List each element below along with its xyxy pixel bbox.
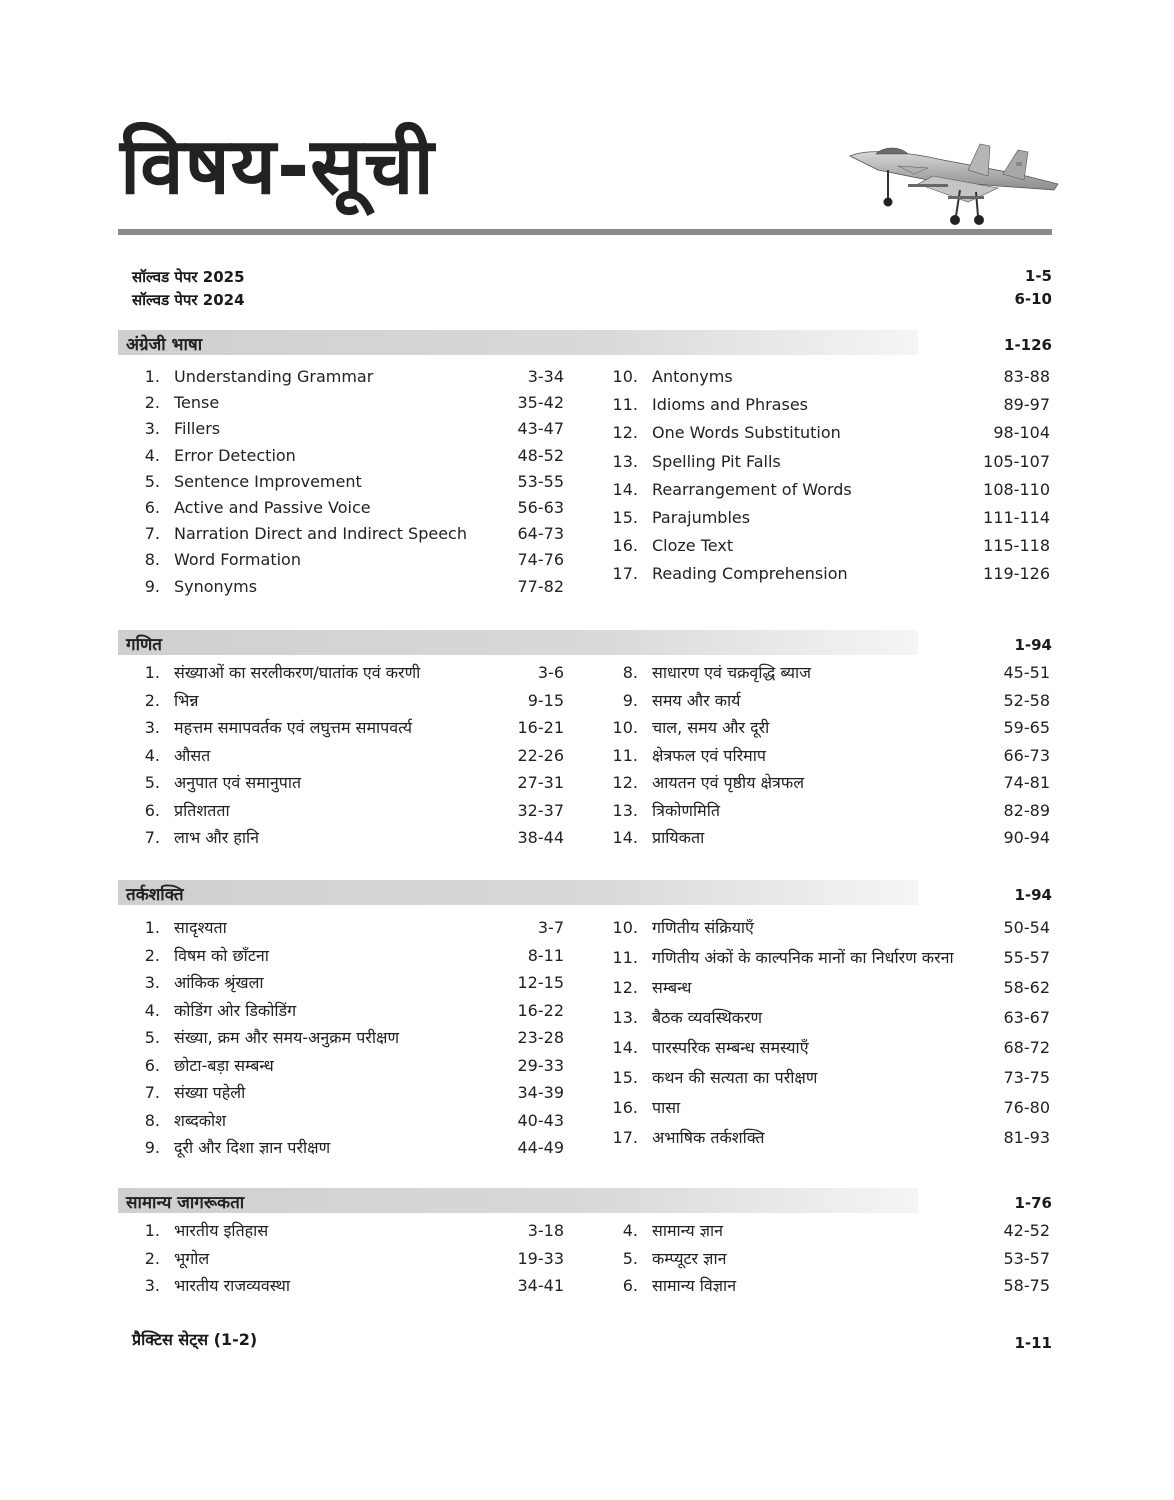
entry-number: 6.: [144, 498, 160, 517]
entry-pages: 16-22: [517, 1000, 564, 1020]
entry-title: आयतन एवं पृष्ठीय क्षेत्रफल: [652, 773, 805, 792]
entry-number: 9.: [622, 690, 638, 710]
entry-pages: 34-39: [517, 1083, 564, 1102]
entry-pages: 19-33: [517, 1248, 564, 1268]
entry-pages: 59-65: [1003, 718, 1050, 737]
toc-entry: [608, 917, 1050, 939]
entry-title: आंकिक श्रृंखला: [174, 973, 264, 992]
entry-number: 1.: [144, 1221, 160, 1240]
entry-pages: 16-21: [517, 718, 564, 737]
entry-title: Antonyms: [652, 367, 733, 386]
entry-title: कम्प्यूटर ज्ञान: [652, 1248, 727, 1268]
toc-entry: [608, 977, 1050, 999]
entry-pages: 34-41: [517, 1276, 564, 1295]
entry-title: कथन की सत्यता का परीक्षण: [652, 1068, 818, 1087]
entry-pages: 82-89: [1003, 800, 1050, 820]
entry-number: 2.: [144, 393, 160, 413]
entry-pages: 76-80: [1003, 1098, 1050, 1117]
entry-title: गणितीय संक्रियाएँ: [652, 918, 754, 937]
entry-number: 1.: [144, 367, 160, 386]
toc-entry: [608, 827, 1050, 849]
section-title: अंग्रेजी भाषा: [126, 335, 203, 355]
toc-entry: [608, 1007, 1050, 1029]
entry-title: Spelling Pit Falls: [652, 451, 781, 471]
entry-number: 3.: [144, 718, 160, 737]
entry-pages: 58-62: [1003, 978, 1050, 997]
title-underline: [118, 229, 1052, 235]
entry-number: 17.: [612, 564, 638, 584]
entry-pages: 29-33: [517, 1055, 564, 1075]
entry-number: 11.: [612, 948, 638, 967]
toc-entry: [130, 1137, 564, 1159]
toc-entry: [130, 418, 564, 440]
toc-entry: [608, 1097, 1050, 1119]
toc-entry: [608, 451, 1050, 473]
entry-title: संख्या पहेली: [174, 1083, 246, 1102]
entry-title: Fillers: [174, 419, 221, 439]
entry-pages: 53-55: [517, 471, 564, 491]
entry-number: 4.: [144, 745, 160, 765]
entry-number: 15.: [612, 508, 638, 527]
entry-title: सादृश्यता: [174, 918, 227, 937]
entry-pages: 77-82: [517, 576, 564, 596]
solved-paper-pages: 6-10: [1014, 290, 1052, 308]
entry-title: Cloze Text: [652, 536, 734, 556]
practice-sets-label: प्रैक्टिस सेट्स (1-2): [132, 1330, 258, 1349]
entry-title: Rearrangement of Words: [652, 479, 852, 499]
entry-pages: 35-42: [517, 393, 564, 413]
entry-title: छोटा-बड़ा सम्बन्ध: [174, 1055, 274, 1075]
entry-number: 16.: [612, 536, 638, 556]
entry-title: अभाषिक तर्कशक्ति: [652, 1128, 765, 1147]
section-header-bar: [118, 880, 918, 905]
section-page-range: 1-94: [1014, 886, 1052, 904]
entry-number: 2.: [144, 945, 160, 965]
entry-pages: 9-15: [527, 690, 564, 710]
toc-entry: [608, 394, 1050, 416]
entry-number: 4.: [622, 1221, 638, 1240]
entry-number: 2.: [144, 1248, 160, 1268]
entry-title: गणितीय अंकों के काल्पनिक मानों का निर्धारण करना: [652, 948, 954, 967]
toc-entry: [130, 445, 564, 467]
entry-number: 17.: [612, 1128, 638, 1147]
toc-entry: [130, 1027, 564, 1049]
toc-entry: [130, 392, 564, 414]
entry-title: भिन्न: [174, 690, 199, 710]
entry-title: सामान्य विज्ञान: [652, 1276, 737, 1295]
entry-number: 2.: [144, 690, 160, 710]
entry-number: 9.: [144, 1138, 160, 1157]
entry-number: 11.: [612, 745, 638, 765]
toc-entry: [130, 717, 564, 739]
entry-pages: 3-34: [527, 367, 564, 386]
entry-number: 4.: [144, 1000, 160, 1020]
toc-entry: [608, 947, 1050, 969]
entry-number: 8.: [622, 663, 638, 682]
toc-entry: [130, 1055, 564, 1077]
entry-number: 10.: [612, 718, 638, 737]
toc-entry: [130, 366, 564, 388]
section-page-range: 1-76: [1014, 1194, 1052, 1212]
entry-pages: 68-72: [1003, 1038, 1050, 1057]
entry-title: सामान्य ज्ञान: [652, 1221, 724, 1240]
practice-sets-pages: 1-11: [1014, 1334, 1052, 1352]
entry-title: कोडिंग ओर डिकोडिंग: [174, 1000, 297, 1020]
entry-pages: 56-63: [517, 498, 564, 517]
section-title: गणित: [126, 635, 162, 655]
entry-title: क्षेत्रफल एवं परिमाप: [652, 745, 766, 765]
entry-pages: 111-114: [983, 508, 1050, 527]
entry-title: Synonyms: [174, 576, 258, 596]
section-header: [118, 630, 1052, 655]
entry-number: 4.: [144, 445, 160, 465]
toc-entry: [130, 945, 564, 967]
entry-title: औसत: [174, 745, 211, 765]
toc-entry: [608, 1248, 1050, 1270]
entry-pages: 58-75: [1003, 1276, 1050, 1295]
toc-entry: [130, 662, 564, 684]
entry-title: त्रिकोणमिति: [652, 800, 720, 820]
entry-title: भारतीय राजव्यवस्था: [174, 1276, 291, 1295]
toc-entry: [130, 523, 564, 545]
toc-entry: [608, 563, 1050, 585]
toc-entry: [608, 535, 1050, 557]
section-header-bar: [118, 630, 918, 655]
entry-number: 8.: [144, 550, 160, 570]
entry-title: संख्याओं का सरलीकरण/घातांक एवं करणी: [174, 663, 421, 682]
entry-pages: 45-51: [1003, 663, 1050, 682]
entry-title: साधारण एवं चक्रवृद्धि ब्याज: [652, 663, 811, 682]
toc-entry: [608, 800, 1050, 822]
solved-paper-label: सॉल्वड पेपर 2024: [132, 291, 245, 309]
toc-entry: [130, 1275, 564, 1297]
toc-entry: [130, 772, 564, 794]
entry-number: 15.: [612, 1068, 638, 1087]
entry-title: Parajumbles: [652, 508, 751, 527]
entry-title: Word Formation: [174, 550, 301, 570]
solved-paper-2025: [132, 267, 1052, 287]
toc-entry: [130, 690, 564, 712]
entry-pages: 73-75: [1003, 1068, 1050, 1087]
entry-number: 7.: [144, 524, 160, 544]
entry-title: Active and Passive Voice: [174, 498, 371, 517]
entry-number: 9.: [144, 576, 160, 596]
entry-title: Sentence Improvement: [174, 471, 362, 491]
toc-entry: [130, 917, 564, 939]
entry-number: 13.: [612, 451, 638, 471]
entry-number: 3.: [144, 419, 160, 439]
entry-number: 5.: [144, 1028, 160, 1047]
toc-entry: [130, 497, 564, 519]
entry-number: 14.: [612, 828, 638, 847]
entry-pages: 38-44: [517, 828, 564, 847]
entry-title: बैठक व्यवस्थिकरण: [652, 1008, 763, 1027]
section-title: सामान्य जागरूकता: [126, 1193, 245, 1213]
entry-number: 7.: [144, 1083, 160, 1102]
entry-title: Understanding Grammar: [174, 367, 374, 386]
entry-pages: 3-18: [527, 1221, 564, 1240]
entry-number: 14.: [612, 1038, 638, 1057]
entry-pages: 63-67: [1003, 1008, 1050, 1027]
toc-entry: [130, 549, 564, 571]
toc-entry: [608, 1220, 1050, 1242]
entry-pages: 115-118: [983, 536, 1050, 556]
entry-number: 3.: [144, 973, 160, 992]
toc-entry: [608, 717, 1050, 739]
solved-paper-label: सॉल्वड पेपर 2025: [132, 268, 245, 286]
entry-pages: 43-47: [517, 419, 564, 439]
entry-pages: 74-76: [517, 550, 564, 570]
toc-entry: [608, 772, 1050, 794]
entry-pages: 81-93: [1003, 1128, 1050, 1147]
entry-number: 10.: [612, 367, 638, 386]
entry-title: Error Detection: [174, 445, 296, 465]
toc-entry: [608, 366, 1050, 388]
page-title: विषय-सूची: [120, 122, 435, 212]
entry-title: शब्दकोश: [174, 1110, 227, 1130]
entry-title: प्रायिकता: [652, 828, 705, 847]
section-page-range: 1-126: [1004, 336, 1052, 354]
toc-entry: [608, 1037, 1050, 1059]
toc-entry: [130, 972, 564, 994]
entry-pages: 3-6: [537, 663, 564, 682]
entry-title: लाभ और हानि: [174, 828, 259, 847]
toc-entry: [130, 1110, 564, 1132]
entry-title: One Words Substitution: [652, 423, 841, 443]
section-header: [118, 1188, 1052, 1213]
entry-title: अनुपात एवं समानुपात: [174, 773, 302, 792]
entry-title: भारतीय इतिहास: [174, 1221, 269, 1240]
toc-entry: [608, 745, 1050, 767]
entry-number: 11.: [612, 395, 638, 415]
entry-pages: 64-73: [517, 524, 564, 544]
entry-number: 8.: [144, 1110, 160, 1130]
entry-title: चाल, समय और दूरी: [652, 718, 770, 737]
entry-number: 12.: [612, 423, 638, 443]
entry-title: महत्तम समापवर्तक एवं लघुत्तम समापवर्त्य: [174, 718, 413, 737]
entry-pages: 83-88: [1003, 367, 1050, 386]
entry-pages: 32-37: [517, 800, 564, 820]
section-header: [118, 330, 1052, 355]
section-header-bar: [118, 330, 918, 355]
section-header: [118, 880, 1052, 905]
entry-pages: 98-104: [993, 423, 1050, 443]
entry-pages: 89-97: [1003, 395, 1050, 415]
entry-title: पारस्परिक सम्बन्ध समस्याएँ: [652, 1038, 809, 1057]
entry-title: दूरी और दिशा ज्ञान परीक्षण: [174, 1138, 331, 1157]
section-title: तर्कशक्ति: [126, 885, 184, 905]
entry-number: 5.: [144, 471, 160, 491]
entry-pages: 105-107: [983, 451, 1050, 471]
entry-pages: 52-58: [1003, 690, 1050, 710]
entry-title: Narration Direct and Indirect Speech: [174, 524, 467, 544]
entry-pages: 55-57: [1003, 948, 1050, 967]
toc-entry: [130, 1220, 564, 1242]
entry-pages: 66-73: [1003, 745, 1050, 765]
entry-number: 6.: [144, 800, 160, 820]
entry-pages: 40-43: [517, 1110, 564, 1130]
entry-pages: 44-49: [517, 1138, 564, 1157]
toc-entry: [608, 1067, 1050, 1089]
entry-title: समय और कार्य: [652, 690, 741, 710]
toc-entry: [608, 662, 1050, 684]
toc-entry: [130, 827, 564, 849]
entry-title: संख्या, क्रम और समय-अनुक्रम परीक्षण: [174, 1028, 400, 1047]
entry-number: 13.: [612, 800, 638, 820]
section-page-range: 1-94: [1014, 636, 1052, 654]
entry-number: 16.: [612, 1098, 638, 1117]
practice-sets: [132, 1328, 1052, 1354]
toc-entry: [130, 1000, 564, 1022]
entry-number: 12.: [612, 978, 638, 997]
entry-pages: 22-26: [517, 745, 564, 765]
entry-number: 1.: [144, 918, 160, 937]
entry-number: 12.: [612, 773, 638, 792]
toc-entry: [608, 507, 1050, 529]
toc-entry: [130, 471, 564, 493]
toc-entry: [608, 1127, 1050, 1149]
entry-title: Tense: [174, 393, 220, 413]
entry-pages: 3-7: [537, 918, 564, 937]
entry-number: 6.: [144, 1055, 160, 1075]
entry-pages: 27-31: [517, 773, 564, 792]
entry-title: Reading Comprehension: [652, 564, 848, 584]
entry-title: सम्बन्ध: [652, 978, 692, 997]
toc-entry: [608, 690, 1050, 712]
entry-pages: 42-52: [1003, 1221, 1050, 1240]
entry-pages: 50-54: [1003, 918, 1050, 937]
entry-number: 5.: [144, 773, 160, 792]
entry-pages: 48-52: [517, 445, 564, 465]
toc-entry: [608, 479, 1050, 501]
entry-pages: 90-94: [1003, 828, 1050, 847]
entry-number: 13.: [612, 1008, 638, 1027]
solved-paper-pages: 1-5: [1024, 267, 1052, 285]
entry-number: 3.: [144, 1276, 160, 1295]
entry-title: विषम को छाँटना: [174, 945, 269, 965]
solved-paper-2024: [132, 290, 1052, 310]
entry-number: 7.: [144, 828, 160, 847]
entry-number: 14.: [612, 479, 638, 499]
entry-number: 1.: [144, 663, 160, 682]
toc-entry: [130, 576, 564, 598]
entry-title: भूगोल: [174, 1248, 210, 1268]
toc-entry: [130, 800, 564, 822]
entry-pages: 119-126: [983, 564, 1050, 584]
fighter-jet-illustration: [848, 140, 1063, 230]
toc-entry: [130, 745, 564, 767]
toc-entry: [130, 1248, 564, 1270]
entry-pages: 108-110: [983, 479, 1050, 499]
entry-pages: 12-15: [517, 973, 564, 992]
entry-pages: 23-28: [517, 1028, 564, 1047]
toc-entry: [608, 422, 1050, 444]
entry-title: प्रतिशतता: [174, 800, 230, 820]
entry-title: Idioms and Phrases: [652, 395, 808, 415]
entry-pages: 74-81: [1003, 773, 1050, 792]
toc-entry: [608, 1275, 1050, 1297]
entry-pages: 8-11: [527, 945, 564, 965]
entry-number: 6.: [622, 1276, 638, 1295]
entry-number: 5.: [622, 1248, 638, 1268]
toc-entry: [130, 1082, 564, 1104]
entry-pages: 53-57: [1003, 1248, 1050, 1268]
entry-title: पासा: [652, 1098, 681, 1117]
entry-number: 10.: [612, 918, 638, 937]
